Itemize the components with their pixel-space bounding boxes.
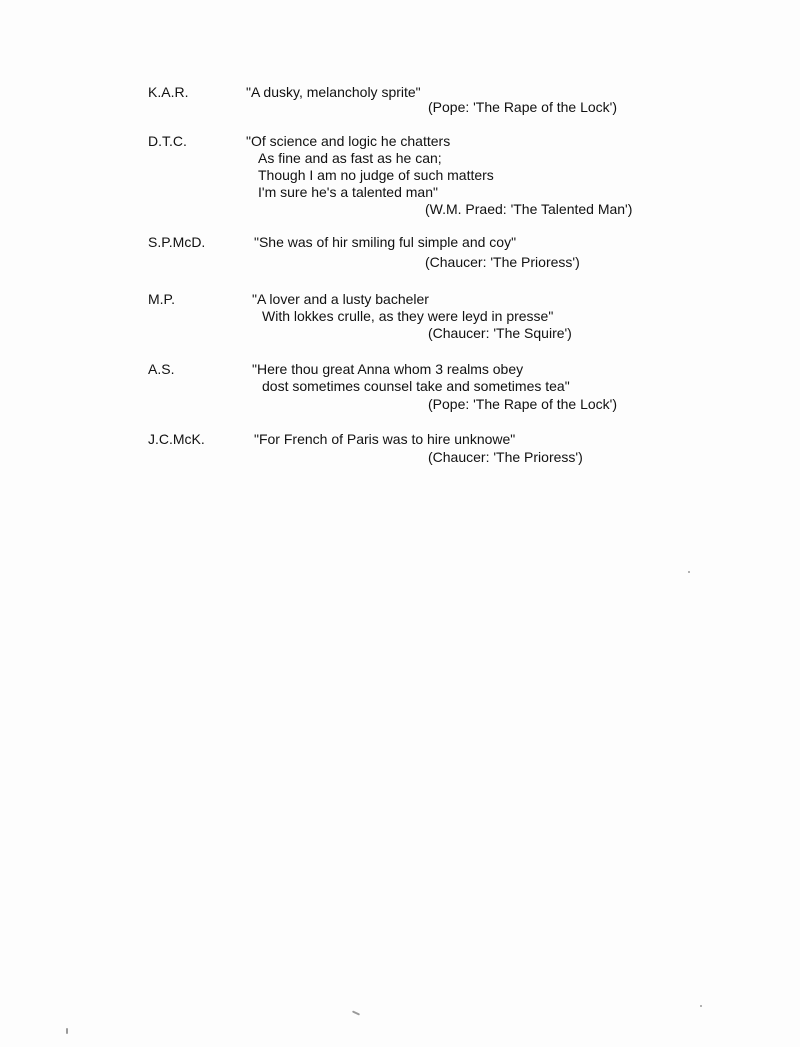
- quote-citation: (Chaucer: 'The Squire'): [428, 325, 572, 341]
- quote-line: "For French of Paris was to hire unknowe": [254, 431, 516, 447]
- scan-speck: [700, 1005, 702, 1007]
- quote-citation: (Chaucer: 'The Prioress'): [428, 449, 583, 465]
- quote-line: dost sometimes counsel take and sometimes tea": [262, 378, 570, 394]
- quote-line: "A lover and a lusty bacheler: [252, 291, 429, 307]
- scan-speck: [688, 571, 690, 573]
- quote-citation: (Pope: 'The Rape of the Lock'): [428, 396, 618, 412]
- quote-line: With lokkes crulle, as they were leyd in presse": [262, 308, 554, 324]
- scan-speck: [352, 1010, 360, 1015]
- quote-citation: (Pope: 'The Rape of the Lock'): [428, 99, 618, 115]
- quote-line: "Here thou great Anna whom 3 realms obey: [252, 361, 524, 377]
- quote-line: "She was of hir smiling ful simple and coy": [254, 234, 517, 250]
- quote-citation: (W.M. Praed: 'The Talented Man'): [425, 201, 633, 217]
- entry-initials: J.C.McK.: [148, 431, 205, 447]
- entry-initials: D.T.C.: [148, 133, 187, 149]
- quote-citation: (Chaucer: 'The Prioress'): [425, 254, 580, 270]
- quote-line: "A dusky, melancholy sprite": [246, 84, 421, 100]
- scan-speck: [66, 1028, 68, 1034]
- quote-line: As fine and as fast as he can;: [258, 150, 442, 166]
- quote-line: "Of science and logic he chatters: [246, 133, 451, 149]
- entry-initials: K.A.R.: [148, 84, 189, 100]
- entry-initials: M.P.: [148, 291, 175, 307]
- entry-initials: A.S.: [148, 361, 175, 377]
- quote-line: Though I am no judge of such matters: [258, 167, 494, 183]
- quote-line: I'm sure he's a talented man": [258, 184, 438, 200]
- entry-initials: S.P.McD.: [148, 234, 206, 250]
